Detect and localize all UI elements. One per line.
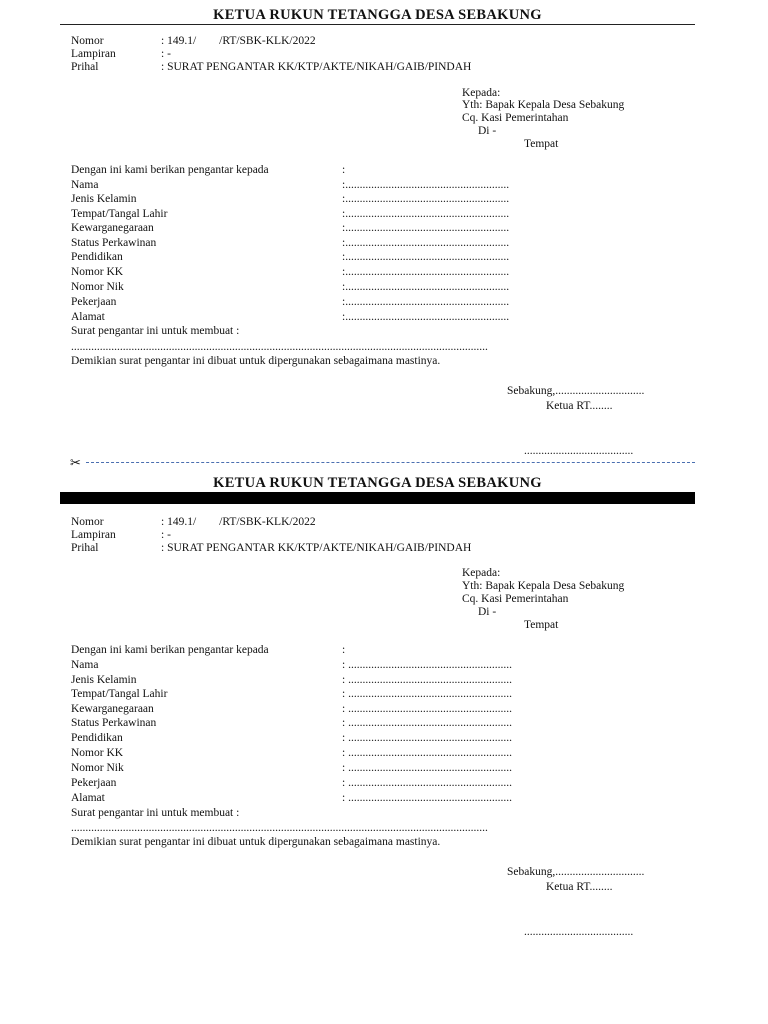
- lampiran-value: : -: [161, 48, 171, 60]
- intro-colon: :: [342, 644, 346, 656]
- field-label: Nama: [71, 659, 99, 671]
- field-label: Nomor KK: [71, 266, 124, 278]
- field-label: Pekerjaan: [71, 296, 117, 308]
- field-label: Nama: [71, 179, 99, 191]
- field-blank: : .........................................................: [342, 792, 512, 804]
- intro-colon: :: [342, 164, 346, 176]
- field-blank: : .........................................................: [342, 703, 512, 715]
- field-label: Jenis Kelamin: [71, 193, 137, 205]
- field-label: Pekerjaan: [71, 777, 117, 789]
- recipient-tempat: Tempat: [524, 138, 559, 150]
- prihal-label: Prihal: [71, 61, 99, 73]
- field-blank: :.........................................................: [342, 193, 510, 205]
- field-label: Status Perkawinan: [71, 717, 157, 729]
- recipient-cq: Cq. Kasi Pemerintahan: [462, 112, 569, 124]
- field-blank: :.........................................................: [342, 311, 510, 323]
- field-label: Nomor Nik: [71, 762, 124, 774]
- kepada-label: Kepada:: [462, 567, 501, 579]
- field-label: Kewarganegaraan: [71, 222, 154, 234]
- kepada-label: Kepada:: [462, 87, 501, 99]
- field-blank: :.........................................................: [342, 296, 510, 308]
- field-blank: :.........................................................: [342, 251, 510, 263]
- letter-heading: KETUA RUKUN TETANGGA DESA SEBAKUNG: [213, 475, 542, 491]
- field-blank: :.........................................................: [342, 237, 510, 249]
- closing-text: Demikian surat pengantar ini dibuat untuk dipergunakan sebagaimana mastinya.: [71, 836, 441, 848]
- field-label: Pendidikan: [71, 251, 123, 263]
- intro-label: Dengan ini kami berikan pengantar kepada: [71, 644, 269, 656]
- recipient-di: Di -: [478, 125, 497, 137]
- field-label: Nomor Nik: [71, 281, 124, 293]
- field-label: Nomor KK: [71, 747, 124, 759]
- purpose-label: Surat pengantar ini untuk membuat :: [71, 325, 240, 337]
- place-date: Sebakung,...............................: [507, 866, 645, 878]
- nomor-label: Nomor: [71, 516, 104, 528]
- field-label: Pendidikan: [71, 732, 123, 744]
- scissors-icon: ✂: [70, 455, 81, 470]
- letter-heading: KETUA RUKUN TETANGGA DESA SEBAKUNG: [213, 7, 542, 23]
- nomor-value: : 149.1/ /RT/SBK-KLK/2022: [161, 516, 316, 528]
- field-blank: : .........................................................: [342, 717, 512, 729]
- field-blank: : .........................................................: [342, 762, 512, 774]
- field-blank: : .........................................................: [342, 674, 512, 686]
- ketua-rt: Ketua RT........: [546, 881, 613, 893]
- field-blank: :.........................................................: [342, 179, 510, 191]
- field-label: Jenis Kelamin: [71, 674, 137, 686]
- nomor-value: : 149.1/ /RT/SBK-KLK/2022: [161, 35, 316, 47]
- recipient-tempat: Tempat: [524, 619, 559, 631]
- purpose-blank: .................................................................................................................................................: [71, 341, 488, 353]
- nomor-label: Nomor: [71, 35, 104, 47]
- field-blank: : .........................................................: [342, 659, 512, 671]
- signature-blank: ......................................: [524, 926, 634, 938]
- lampiran-label: Lampiran: [71, 529, 116, 541]
- closing-text: Demikian surat pengantar ini dibuat untuk dipergunakan sebagaimana mastinya.: [71, 355, 441, 367]
- cut-line: [86, 462, 695, 463]
- field-blank: :.........................................................: [342, 208, 510, 220]
- field-blank: : .........................................................: [342, 688, 512, 700]
- field-blank: : .........................................................: [342, 777, 512, 789]
- recipient-di: Di -: [478, 606, 497, 618]
- field-blank: :.........................................................: [342, 266, 510, 278]
- intro-label: Dengan ini kami berikan pengantar kepada: [71, 164, 269, 176]
- field-blank: :.........................................................: [342, 222, 510, 234]
- field-label: Tempat/Tangal Lahir: [71, 208, 168, 220]
- prihal-value: : SURAT PENGANTAR KK/KTP/AKTE/NIKAH/GAIB/PINDAH: [161, 61, 472, 73]
- lampiran-label: Lampiran: [71, 48, 116, 60]
- heading-bar: [60, 492, 695, 504]
- field-label: Kewarganegaraan: [71, 703, 154, 715]
- purpose-label: Surat pengantar ini untuk membuat :: [71, 807, 240, 819]
- field-blank: : .........................................................: [342, 732, 512, 744]
- heading-rule: [60, 24, 695, 25]
- purpose-blank: .................................................................................................................................................: [71, 822, 488, 834]
- field-label: Tempat/Tangal Lahir: [71, 688, 168, 700]
- lampiran-value: : -: [161, 529, 171, 541]
- prihal-value: : SURAT PENGANTAR KK/KTP/AKTE/NIKAH/GAIB/PINDAH: [161, 542, 472, 554]
- place-date: Sebakung,...............................: [507, 385, 645, 397]
- field-label: Alamat: [71, 792, 105, 804]
- signature-blank: ......................................: [524, 445, 634, 457]
- field-label: Status Perkawinan: [71, 237, 157, 249]
- recipient-yth: Yth: Bapak Kepala Desa Sebakung: [462, 99, 625, 111]
- recipient-cq: Cq. Kasi Pemerintahan: [462, 593, 569, 605]
- field-blank: :.........................................................: [342, 281, 510, 293]
- field-label: Alamat: [71, 311, 105, 323]
- ketua-rt: Ketua RT........: [546, 400, 613, 412]
- recipient-yth: Yth: Bapak Kepala Desa Sebakung: [462, 580, 625, 592]
- prihal-label: Prihal: [71, 542, 99, 554]
- field-blank: : .........................................................: [342, 747, 512, 759]
